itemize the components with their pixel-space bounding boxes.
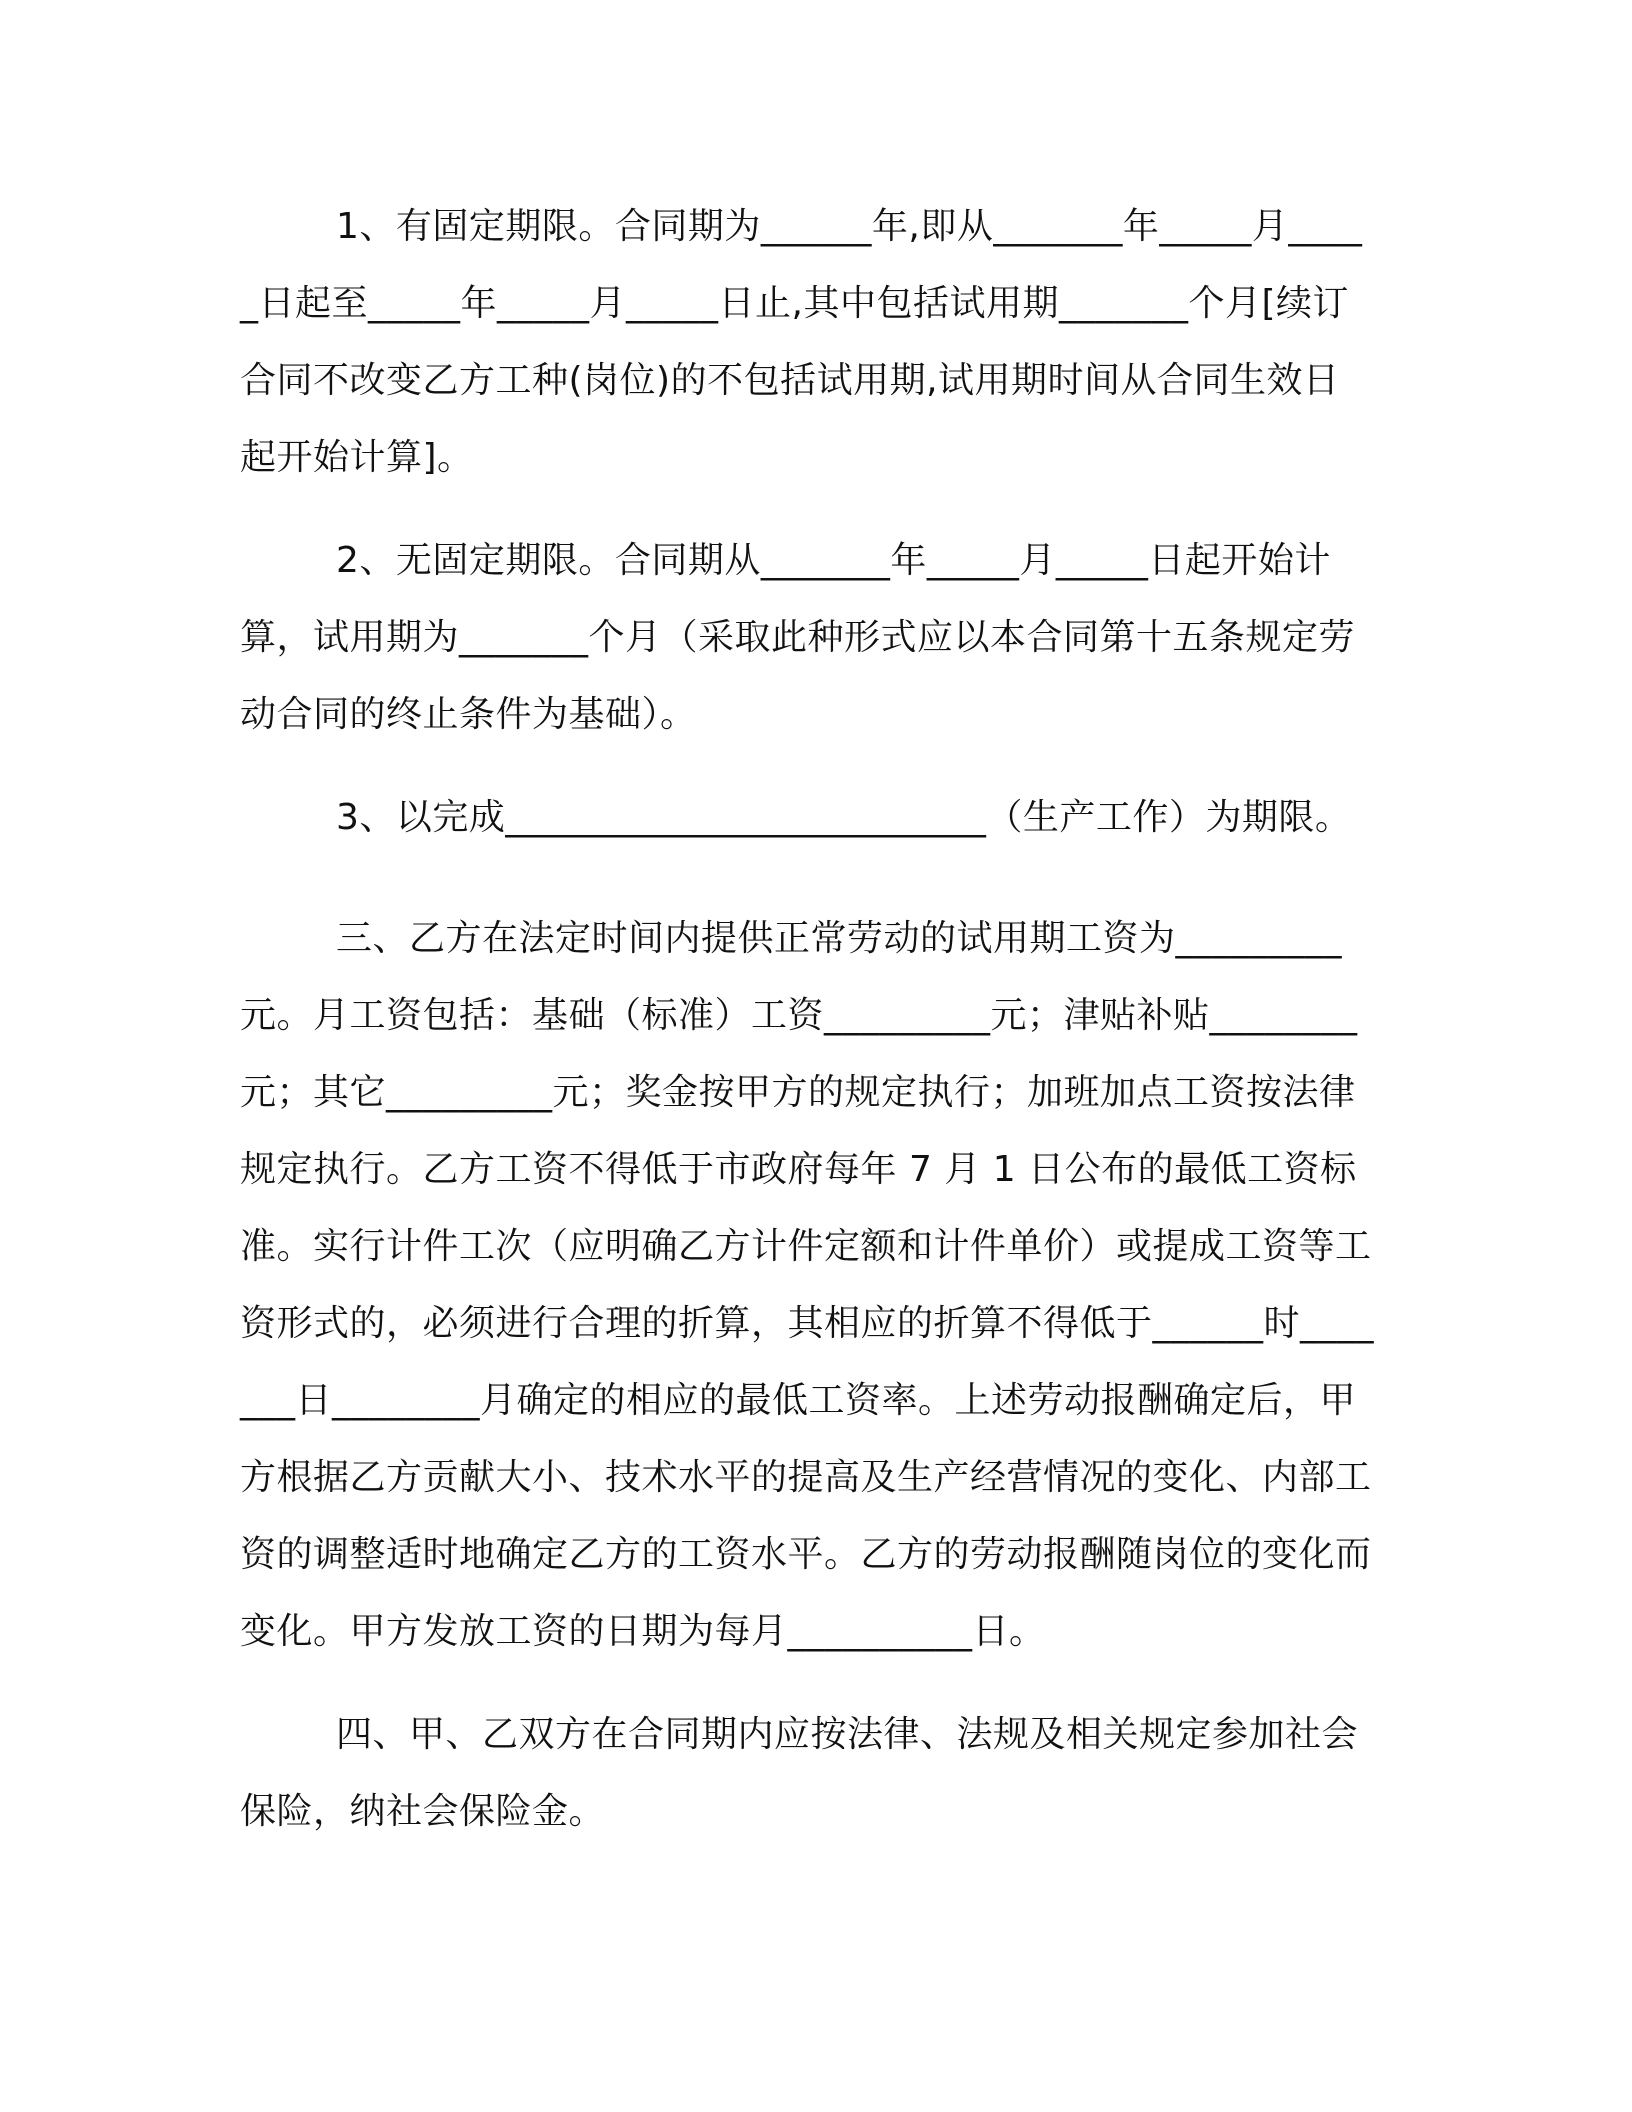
document-body [240, 188, 1376, 1876]
paragraph-wages-clause: 三、乙方在法定时间内提供正常劳动的试用期工资为_________元。月工资包括：基础（标准）工资_________元；津贴补贴________元；其它_________元；奖金按甲方的规定执行；加班加点工资按法律规定执行。乙方工资不得低于市政府每年 7 月 1 日公布的最低工资标准。实行计件工次（应明确乙方计件定额和计件单价）或提成工资等工资形式的，必须进行合理的折算，其相应的折算不得低于______时_______日________月确定的相应的最低工资率。上述劳动报酬确定后，甲方根据乙方贡献大小、技术水平的提高及生产经营情况的变化、内部工资的调整适时地确定乙方的工资水平。乙方的劳动报酬随岗位的变化而变化。甲方发放工资的日期为每月__________日。 [240, 918, 1375, 1652]
paragraph-task-term: 3、以完成__________________________（生产工作）为期限。 [336, 797, 1352, 838]
paragraph-insurance-clause: 四、甲、乙双方在合同期内应按法律、法规及相关规定参加社会保险，纳社会保险金。 [240, 1714, 1359, 1832]
paragraph-open-ended-term: 2、无固定期限。合同期从_______年_____月_____日起开始计算，试用期为_______个月（采取此种形式应以本合同第十五条规定劳动合同的终止条件为基础）。 [240, 540, 1356, 735]
paragraph-fixed-term: 1、有固定期限。合同期为______年,即从_______年_____月_____日起至_____年_____月_____日止,其中包括试用期_______个月[续订合同不改变乙方工种(岗位)的不包括试用期,试用期时间从合同生效日起开始计算]。 [240, 206, 1363, 478]
